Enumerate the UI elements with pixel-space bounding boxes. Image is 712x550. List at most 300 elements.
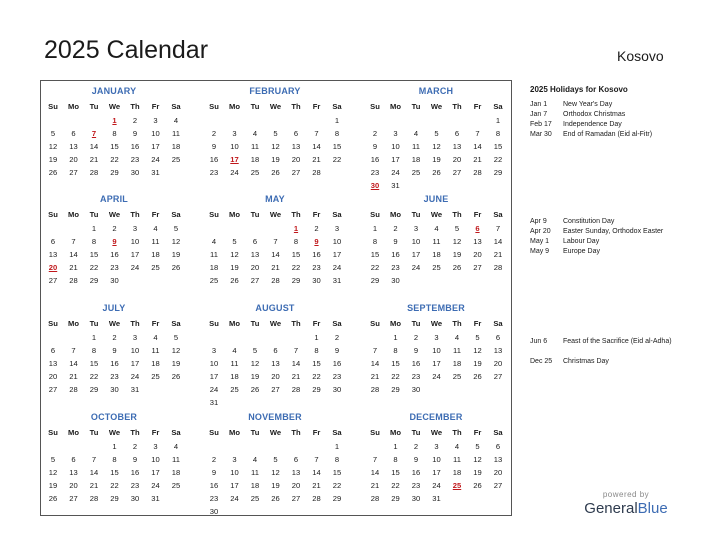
day-cell: 17 <box>332 250 342 259</box>
day-cell: 23 <box>110 263 119 272</box>
day-cell: 27 <box>493 372 503 381</box>
day-cell: 18 <box>171 142 181 151</box>
day-cell: 9 <box>393 237 398 246</box>
day-cell: 3 <box>434 442 439 451</box>
day-cell: 6 <box>50 346 56 355</box>
day-cell: 10 <box>130 237 140 246</box>
day-cell: 21 <box>271 263 280 272</box>
month-name: JUNE <box>423 194 449 204</box>
weekday-header: Mo <box>390 319 401 328</box>
day-cell: 2 <box>314 224 319 233</box>
day-cell: 27 <box>473 263 482 272</box>
day-cell: 20 <box>493 468 503 477</box>
day-cell: 24 <box>130 263 140 272</box>
weekday-header: Th <box>291 210 301 219</box>
weekday-header: Su <box>209 102 219 111</box>
weekday-header: We <box>108 428 121 437</box>
day-cell: 8 <box>314 346 319 355</box>
day-cell: 4 <box>173 442 179 451</box>
day-cell: 18 <box>452 468 462 477</box>
day-cell: 27 <box>291 494 301 503</box>
month-name: APRIL <box>100 194 128 204</box>
month-name: MARCH <box>418 86 454 96</box>
day-cell: 5 <box>434 129 439 138</box>
day-cell: 24 <box>151 481 160 490</box>
day-cell: 25 <box>250 494 260 503</box>
day-cell: 17 <box>151 142 160 151</box>
day-cell: 9 <box>112 346 117 355</box>
day-cell: 9 <box>211 142 217 151</box>
day-cell: 24 <box>391 168 400 177</box>
day-cell: 18 <box>209 263 219 272</box>
day-cell: 31 <box>151 494 160 503</box>
day-cell: 8 <box>393 455 398 464</box>
weekday-header: Tu <box>411 428 421 437</box>
weekday-header: Fr <box>473 102 482 111</box>
weekday-header: Su <box>48 102 58 111</box>
weekday-header: Fr <box>473 428 482 437</box>
day-cell: 5 <box>232 237 237 246</box>
day-cell: 3 <box>132 333 138 342</box>
day-cell: 28 <box>493 263 503 272</box>
day-cell: 28 <box>89 168 99 177</box>
day-cell: 4 <box>434 224 439 233</box>
holiday-group <box>530 217 710 257</box>
weekday-header: We <box>269 319 282 328</box>
day-cell: 30 <box>332 385 342 394</box>
month-name: FEBRUARY <box>249 86 301 96</box>
day-cell: 10 <box>332 237 342 246</box>
month-name: DECEMBER <box>409 412 463 422</box>
holiday-day: 17 <box>230 155 239 164</box>
weekday-header: We <box>108 102 121 111</box>
day-cell: 11 <box>251 142 259 151</box>
day-cell: 27 <box>48 385 58 394</box>
month-name: NOVEMBER <box>248 412 302 422</box>
day-cell: 19 <box>432 155 441 164</box>
page-title: 2025 Calendar <box>44 36 209 64</box>
weekday-header: Th <box>452 319 462 328</box>
weekday-header: Su <box>370 102 380 111</box>
holiday-row <box>530 217 710 227</box>
day-cell: 16 <box>411 359 421 368</box>
day-cell: 26 <box>48 168 58 177</box>
day-cell: 23 <box>209 168 219 177</box>
day-cell: 18 <box>452 359 462 368</box>
day-cell: 8 <box>91 237 97 246</box>
day-cell: 7 <box>71 346 76 355</box>
holiday-day: 30 <box>370 181 380 190</box>
day-cell: 16 <box>110 250 119 259</box>
weekday-header: Fr <box>151 210 160 219</box>
day-cell: 29 <box>391 385 400 394</box>
day-cell: 14 <box>291 359 301 368</box>
powered-by-text: powered by <box>602 490 650 499</box>
weekday-header: Tu <box>89 210 99 219</box>
day-cell: 23 <box>110 372 119 381</box>
day-cell: 9 <box>413 346 419 355</box>
day-cell: 6 <box>252 237 258 246</box>
weekday-header: Th <box>130 102 140 111</box>
weekday-header: Sa <box>171 102 181 111</box>
day-cell: 27 <box>69 168 78 177</box>
day-cell: 17 <box>209 372 219 381</box>
weekday-header: Mo <box>68 428 79 437</box>
weekday-header: Fr <box>473 210 482 219</box>
day-cell: 29 <box>493 168 503 177</box>
holiday-day: 9 <box>314 237 319 246</box>
day-cell: 30 <box>391 276 400 285</box>
day-cell: 26 <box>271 168 280 177</box>
holiday-row <box>530 120 710 130</box>
month-name: OCTOBER <box>90 412 138 422</box>
weekday-header: Sa <box>493 210 503 219</box>
day-cell: 11 <box>453 346 461 355</box>
day-cell: 6 <box>495 333 501 342</box>
weekday-header: Sa <box>493 102 503 111</box>
day-cell: 19 <box>48 155 58 164</box>
day-cell: 20 <box>250 263 260 272</box>
weekday-header: Mo <box>229 428 240 437</box>
day-cell: 1 <box>91 333 97 342</box>
day-cell: 13 <box>291 142 301 151</box>
holiday-row <box>530 100 710 110</box>
day-cell: 21 <box>312 481 321 490</box>
day-cell: 28 <box>473 168 482 177</box>
day-cell: 22 <box>312 372 321 381</box>
weekday-header: Tu <box>250 210 260 219</box>
day-cell: 31 <box>391 181 400 190</box>
day-cell: 17 <box>130 250 140 259</box>
weekday-header: Tu <box>250 428 260 437</box>
holiday-row <box>530 130 710 140</box>
day-cell: 13 <box>48 359 58 368</box>
weekday-header: Tu <box>89 319 99 328</box>
day-cell: 8 <box>293 237 299 246</box>
brand-name <box>584 500 668 517</box>
weekday-header: Su <box>209 428 219 437</box>
day-cell: 2 <box>334 333 340 342</box>
holiday-day: 9 <box>112 237 117 246</box>
holiday-date: Jan 1 <box>530 101 548 108</box>
weekday-header: Su <box>209 319 219 328</box>
day-cell: 30 <box>312 276 321 285</box>
day-cell: 4 <box>454 333 460 342</box>
day-cell: 3 <box>413 224 419 233</box>
holiday-day: 6 <box>475 224 480 233</box>
day-cell: 20 <box>493 359 503 368</box>
day-cell: 10 <box>432 455 441 464</box>
day-cell: 29 <box>391 494 400 503</box>
weekday-header: Mo <box>68 319 79 328</box>
day-cell: 23 <box>312 263 321 272</box>
day-cell: 19 <box>171 359 181 368</box>
day-cell: 15 <box>110 468 119 477</box>
holiday-date: Mar 30 <box>530 131 552 138</box>
day-cell: 16 <box>209 481 219 490</box>
day-cell: 11 <box>210 250 218 259</box>
day-cell: 3 <box>153 116 158 125</box>
day-cell: 17 <box>230 481 239 490</box>
day-cell: 28 <box>69 276 78 285</box>
day-cell: 27 <box>250 276 260 285</box>
day-cell: 9 <box>132 455 138 464</box>
holiday-date: Jun 6 <box>530 338 548 345</box>
day-cell: 27 <box>291 168 301 177</box>
weekday-header: Mo <box>229 102 240 111</box>
day-cell: 5 <box>273 455 278 464</box>
day-cell: 29 <box>89 276 99 285</box>
holiday-group <box>530 337 710 367</box>
day-cell: 31 <box>209 398 219 407</box>
day-cell: 15 <box>332 142 342 151</box>
day-cell: 5 <box>273 129 278 138</box>
day-cell: 23 <box>332 372 342 381</box>
holiday-row <box>530 357 710 367</box>
weekday-header: We <box>430 319 443 328</box>
holiday-name: End of Ramadan (Eid al-Fitr) <box>563 131 653 138</box>
day-cell: 18 <box>151 250 160 259</box>
day-cell: 12 <box>230 250 239 259</box>
day-cell: 26 <box>473 372 482 381</box>
day-cell: 30 <box>110 276 119 285</box>
day-cell: 25 <box>151 263 160 272</box>
day-cell: 18 <box>432 250 441 259</box>
day-cell: 14 <box>69 359 78 368</box>
day-cell: 27 <box>493 481 503 490</box>
day-cell: 10 <box>151 129 160 138</box>
day-cell: 3 <box>393 129 398 138</box>
day-cell: 14 <box>312 142 321 151</box>
day-cell: 13 <box>452 142 462 151</box>
day-cell: 23 <box>391 263 400 272</box>
day-cell: 5 <box>50 129 56 138</box>
day-cell: 30 <box>110 385 119 394</box>
day-cell: 14 <box>312 468 321 477</box>
day-cell: 7 <box>71 237 76 246</box>
day-cell: 11 <box>412 142 420 151</box>
day-cell: 12 <box>473 346 482 355</box>
day-cell: 8 <box>372 237 378 246</box>
holiday-day: 7 <box>91 129 97 138</box>
day-cell: 18 <box>411 155 421 164</box>
weekday-header: Mo <box>390 210 401 219</box>
day-cell: 2 <box>132 116 138 125</box>
day-cell: 3 <box>153 442 158 451</box>
weekday-header: Tu <box>250 102 260 111</box>
weekday-header: Sa <box>332 102 342 111</box>
day-cell: 25 <box>171 155 181 164</box>
day-cell: 6 <box>293 455 299 464</box>
day-cell: 11 <box>172 129 180 138</box>
weekday-header: Su <box>370 210 380 219</box>
day-cell: 8 <box>393 346 398 355</box>
day-cell: 6 <box>454 129 460 138</box>
holiday-name: Independence Day <box>563 121 622 128</box>
day-cell: 21 <box>69 372 78 381</box>
day-cell: 2 <box>211 455 217 464</box>
weekday-header: Fr <box>312 210 321 219</box>
day-cell: 18 <box>250 481 260 490</box>
day-cell: 11 <box>453 455 461 464</box>
day-cell: 9 <box>132 129 138 138</box>
day-cell: 12 <box>48 468 58 477</box>
day-cell: 2 <box>413 333 419 342</box>
month-name: JULY <box>102 303 126 313</box>
day-cell: 6 <box>71 455 76 464</box>
day-cell: 26 <box>452 263 462 272</box>
day-cell: 25 <box>452 372 462 381</box>
day-cell: 8 <box>112 129 117 138</box>
weekday-header: Mo <box>229 210 240 219</box>
day-cell: 22 <box>332 155 342 164</box>
weekday-header: We <box>430 428 443 437</box>
weekday-header: We <box>269 428 282 437</box>
weekday-header: Sa <box>171 428 181 437</box>
day-cell: 4 <box>413 129 419 138</box>
day-cell: 6 <box>273 346 278 355</box>
day-cell: 7 <box>314 129 319 138</box>
day-cell: 12 <box>171 346 181 355</box>
day-cell: 19 <box>271 481 280 490</box>
day-cell: 3 <box>232 129 237 138</box>
day-cell: 13 <box>69 468 78 477</box>
weekday-header: Tu <box>89 428 99 437</box>
day-cell: 15 <box>332 468 342 477</box>
day-cell: 25 <box>250 168 260 177</box>
day-cell: 16 <box>370 155 380 164</box>
holiday-row <box>530 247 710 257</box>
day-cell: 4 <box>252 129 258 138</box>
day-cell: 18 <box>230 372 239 381</box>
day-cell: 1 <box>91 224 97 233</box>
weekday-header: We <box>430 210 443 219</box>
day-cell: 21 <box>69 263 78 272</box>
weekday-header: Th <box>130 210 140 219</box>
holidays-title: 2025 Holidays for Kosovo <box>530 85 628 94</box>
day-cell: 29 <box>370 276 380 285</box>
weekday-header: We <box>430 102 443 111</box>
day-cell: 10 <box>130 346 140 355</box>
holiday-name: Christmas Day <box>563 358 609 365</box>
day-cell: 12 <box>452 237 462 246</box>
day-cell: 24 <box>230 168 239 177</box>
day-cell: 5 <box>173 333 179 342</box>
day-cell: 12 <box>171 237 181 246</box>
day-cell: 19 <box>48 481 58 490</box>
day-cell: 26 <box>250 385 260 394</box>
holiday-date: Apr 20 <box>530 228 551 235</box>
weekday-header: Su <box>370 428 380 437</box>
day-cell: 30 <box>130 494 140 503</box>
day-cell: 28 <box>312 168 321 177</box>
day-cell: 6 <box>71 129 76 138</box>
day-cell: 11 <box>251 468 259 477</box>
country-label: Kosovo <box>617 48 664 64</box>
day-cell: 16 <box>391 250 400 259</box>
weekday-header: Th <box>452 428 462 437</box>
holiday-day: 1 <box>293 224 299 233</box>
day-cell: 24 <box>432 481 441 490</box>
day-cell: 29 <box>312 385 321 394</box>
weekday-header: Th <box>452 102 462 111</box>
day-cell: 8 <box>334 455 340 464</box>
day-cell: 22 <box>110 481 119 490</box>
day-cell: 24 <box>432 372 441 381</box>
weekday-header: Th <box>291 102 301 111</box>
day-cell: 30 <box>130 168 140 177</box>
holiday-name: Easter Sunday, Orthodox Easter <box>563 228 664 235</box>
day-cell: 14 <box>370 359 380 368</box>
day-cell: 23 <box>130 481 140 490</box>
day-cell: 10 <box>151 455 160 464</box>
day-cell: 7 <box>293 346 299 355</box>
day-cell: 1 <box>372 224 378 233</box>
day-cell: 23 <box>411 481 421 490</box>
day-cell: 22 <box>391 372 400 381</box>
day-cell: 13 <box>271 359 280 368</box>
weekday-header: We <box>269 210 282 219</box>
day-cell: 11 <box>151 346 160 355</box>
day-cell: 19 <box>171 250 181 259</box>
day-cell: 20 <box>291 481 301 490</box>
day-cell: 22 <box>89 263 99 272</box>
day-cell: 16 <box>110 359 119 368</box>
brand-logo <box>584 490 668 517</box>
month-name: SEPTEMBER <box>407 303 465 313</box>
day-cell: 15 <box>110 142 119 151</box>
holiday-date: Dec 25 <box>530 358 553 365</box>
day-cell: 30 <box>411 385 421 394</box>
day-cell: 1 <box>393 442 398 451</box>
weekday-header: We <box>269 102 282 111</box>
day-cell: 28 <box>370 494 380 503</box>
day-cell: 11 <box>432 237 441 246</box>
day-cell: 2 <box>372 129 378 138</box>
weekday-header: Sa <box>493 319 503 328</box>
day-cell: 3 <box>334 224 340 233</box>
day-cell: 25 <box>171 481 181 490</box>
day-cell: 5 <box>475 442 480 451</box>
day-cell: 4 <box>211 237 217 246</box>
day-cell: 22 <box>291 263 301 272</box>
day-cell: 14 <box>493 237 503 246</box>
day-cell: 3 <box>211 346 217 355</box>
day-cell: 15 <box>391 359 400 368</box>
day-cell: 2 <box>112 333 117 342</box>
day-cell: 7 <box>372 346 378 355</box>
weekday-header: Th <box>130 319 140 328</box>
day-cell: 25 <box>432 263 441 272</box>
day-cell: 24 <box>209 385 219 394</box>
weekday-header: Su <box>48 210 58 219</box>
day-cell: 13 <box>291 468 301 477</box>
weekday-header: We <box>108 319 121 328</box>
day-cell: 26 <box>432 168 441 177</box>
day-cell: 15 <box>391 468 400 477</box>
day-cell: 24 <box>411 263 421 272</box>
day-cell: 13 <box>473 237 482 246</box>
day-cell: 19 <box>271 155 280 164</box>
holiday-day: 25 <box>452 481 462 490</box>
day-cell: 8 <box>112 455 117 464</box>
day-cell: 19 <box>230 263 239 272</box>
day-cell: 26 <box>171 372 181 381</box>
day-cell: 19 <box>452 250 462 259</box>
day-cell: 4 <box>153 333 158 342</box>
weekday-header: Tu <box>411 319 421 328</box>
day-cell: 12 <box>271 468 280 477</box>
